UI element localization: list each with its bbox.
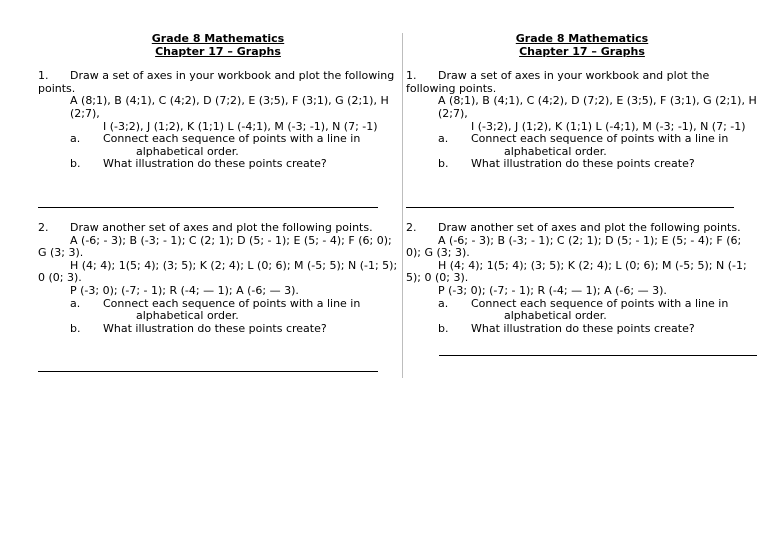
part-a-text: [103, 298, 398, 323]
part-b-text: What illustration do these points create?: [471, 321, 695, 335]
title-block: [38, 33, 398, 58]
answer-line: [38, 207, 378, 208]
part-a-label: a.: [438, 296, 449, 310]
question-2-points-line-2: H (4; 4); 1(5; 4); (3; 5); K (2; 4); L (0; 6); M (-5; 5); N (-1; 5); 0 (0; 3).: [406, 258, 747, 285]
part-a-line-1: Connect each sequence of points with a line in: [471, 296, 729, 310]
question-number: 1.: [38, 69, 49, 83]
question-1-prompt-line-1: Draw a set of axes in your workbook and plot the: [438, 69, 710, 83]
question-number: 1.: [406, 69, 417, 83]
question-1-points-line-1: A (8;1), B (4;1), C (4;2), D (7;2), E (3;5), F (3;1), G (2;1), H (2;7),: [438, 94, 757, 120]
part-a-line-1: Connect each sequence of points with a line in: [103, 132, 361, 146]
question-2-part-b: [38, 323, 398, 336]
part-b-text: What illustration do these points create?: [103, 157, 327, 171]
answer-line: [38, 371, 378, 372]
part-a-label: a.: [438, 132, 449, 146]
question-2-text: [38, 222, 398, 235]
question-1-part-b: [406, 158, 758, 171]
question-2-text: [406, 222, 758, 235]
title-block: [406, 33, 758, 58]
question-1-text: [38, 70, 398, 95]
part-a-line-2: alphabetical order.: [504, 309, 607, 323]
part-a-line-2: alphabetical order.: [136, 309, 239, 323]
worksheet-left-column: [38, 33, 398, 372]
question-2-points-line-1: A (-6; - 3); B (-3; - 1); C (2; 1); D (5; - 1); E (5; - 4); F (6; 0); G (3; 3).: [406, 233, 742, 260]
part-a-text: [471, 133, 758, 158]
question-number: 2.: [406, 220, 417, 234]
part-a-text: [471, 298, 758, 323]
question-2-part-b: [406, 323, 758, 336]
question-1: [38, 70, 398, 171]
answer-line: [439, 355, 757, 356]
question-2-points-line-2: H (4; 4); 1(5; 4); (3; 5); K (2; 4); L (0; 6); M (-5; 5); N (-1; 5); 0 (0; 3).: [38, 258, 398, 285]
part-a-line-1: Connect each sequence of points with a line in: [471, 132, 729, 146]
worksheet-subtitle: Chapter 17 – Graphs: [519, 44, 645, 58]
question-1-prompt: Draw a set of axes in your workbook and plot the following points.: [38, 69, 395, 95]
question-1-part-a: [406, 133, 758, 158]
part-a-line-2: alphabetical order.: [136, 144, 239, 158]
part-b-text: What illustration do these points create?: [103, 321, 327, 335]
question-2-prompt: Draw another set of axes and plot the following points.: [438, 220, 741, 234]
question-2-part-a: [406, 298, 758, 323]
question-2: [38, 222, 398, 335]
worksheet-title: Grade 8 Mathematics: [515, 32, 649, 45]
question-2-part-a: [38, 298, 398, 323]
part-b-label: b.: [70, 321, 81, 335]
question-1-points-line-1: A (8;1), B (4;1), C (4;2), D (7;2), E (3;5), F (3;1), G (2;1), H (2;7),: [70, 94, 389, 120]
question-1-text: [406, 70, 758, 83]
part-a-label: a.: [70, 132, 81, 146]
worksheet-right-column: [406, 33, 758, 356]
question-2: [406, 222, 758, 335]
answer-line: [406, 207, 734, 208]
worksheet-subtitle: Chapter 17 – Graphs: [155, 44, 281, 58]
question-1-points-line-2: I (-3;2), J (1;2), K (1;1) L (-4;1), M (-3; -1), N (7; -1): [471, 119, 746, 133]
question-1-points-line-2: I (-3;2), J (1;2), K (1;1) L (-4;1), M (-3; -1), N (7; -1): [103, 119, 378, 133]
part-b-label: b.: [70, 157, 81, 171]
question-1-part-b: [38, 158, 398, 171]
part-b-label: b.: [438, 321, 449, 335]
part-a-text: [103, 133, 398, 158]
question-number: 2.: [38, 220, 49, 234]
question-2-points-line-3: P (-3; 0); (-7; - 1); R (-4; — 1); A (-6; — 3).: [438, 283, 667, 297]
question-2-points-line-3: P (-3; 0); (-7; - 1); R (-4; — 1); A (-6; — 3).: [70, 283, 299, 297]
part-b-text: What illustration do these points create?: [471, 157, 695, 171]
column-divider: [402, 33, 403, 378]
question-2-points-line-1: A (-6; - 3); B (-3; - 1); C (2; 1); D (5; - 1); E (5; - 4); F (6; 0); G (3; 3).: [38, 233, 392, 260]
part-b-label: b.: [438, 157, 449, 171]
part-a-line-1: Connect each sequence of points with a line in: [103, 296, 361, 310]
question-1: [406, 70, 758, 171]
part-a-line-2: alphabetical order.: [504, 144, 607, 158]
question-2-prompt: Draw another set of axes and plot the following points.: [70, 220, 373, 234]
question-1-prompt-line-2: following points.: [406, 81, 497, 95]
worksheet-title: Grade 8 Mathematics: [151, 32, 285, 45]
part-a-label: a.: [70, 296, 81, 310]
question-1-part-a: [38, 133, 398, 158]
